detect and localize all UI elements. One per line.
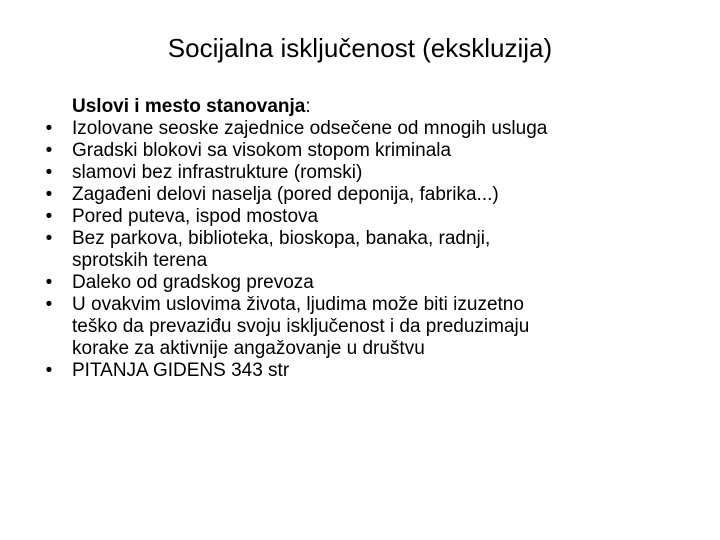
bullet-item bbox=[42, 118, 702, 140]
bullet-text-line: Izolovane seoske zajednice odsečene od mnogih usluga bbox=[72, 118, 548, 139]
bullet-item bbox=[42, 294, 702, 360]
bullet-item bbox=[42, 272, 702, 294]
section-heading-text: Uslovi i mesto stanovanja bbox=[72, 96, 306, 117]
bullet-list bbox=[42, 118, 702, 382]
section-heading bbox=[42, 96, 702, 118]
bullet-item bbox=[42, 228, 702, 272]
bullet-item bbox=[42, 206, 702, 228]
bullet-dot-icon: • bbox=[45, 184, 53, 205]
bullet-dot-icon: • bbox=[45, 206, 53, 227]
slide-title: Socijalna isključenost (ekskluzija) bbox=[167, 33, 553, 63]
bullet-text-line: Daleko od gradskog prevoza bbox=[72, 272, 314, 293]
bullet-text-line: sprotskih terena bbox=[72, 250, 208, 271]
bullet-text-line: U ovakvim uslovima života, ljudima može biti izuzetno bbox=[72, 294, 524, 315]
bullet-dot-icon: • bbox=[45, 360, 53, 381]
bullet-text-line: Zagađeni delovi naselja (pored deponija, fabrika...) bbox=[72, 184, 499, 205]
slide-content bbox=[42, 96, 702, 382]
bullet-dot-icon: • bbox=[45, 162, 53, 183]
bullet-dot-icon: • bbox=[45, 272, 53, 293]
bullet-item bbox=[42, 360, 702, 382]
bullet-dot-icon: • bbox=[45, 294, 53, 315]
bullet-text-line: korake za aktivnije angažovanje u društvu bbox=[72, 338, 425, 359]
bullet-text-line: Bez parkova, biblioteka, bioskopa, banaka, radnji, bbox=[72, 228, 491, 249]
bullet-item bbox=[42, 184, 702, 206]
bullet-text-line: Gradski blokovi sa visokom stopom kriminala bbox=[72, 140, 452, 161]
bullet-text-line: teško da prevaziđu svoju isključenost i da preduzimaju bbox=[72, 316, 530, 337]
bullet-text-line: slamovi bez infrastrukture (romski) bbox=[72, 162, 363, 183]
bullet-item bbox=[42, 162, 702, 184]
bullet-dot-icon: • bbox=[45, 118, 53, 139]
bullet-dot-icon: • bbox=[45, 228, 53, 249]
section-heading-colon: : bbox=[305, 96, 311, 117]
bullet-text-line: PITANJA GIDENS 343 str bbox=[72, 360, 290, 381]
bullet-item bbox=[42, 140, 702, 162]
bullet-dot-icon: • bbox=[45, 140, 53, 161]
bullet-text-line: Pored puteva, ispod mostova bbox=[72, 206, 319, 227]
